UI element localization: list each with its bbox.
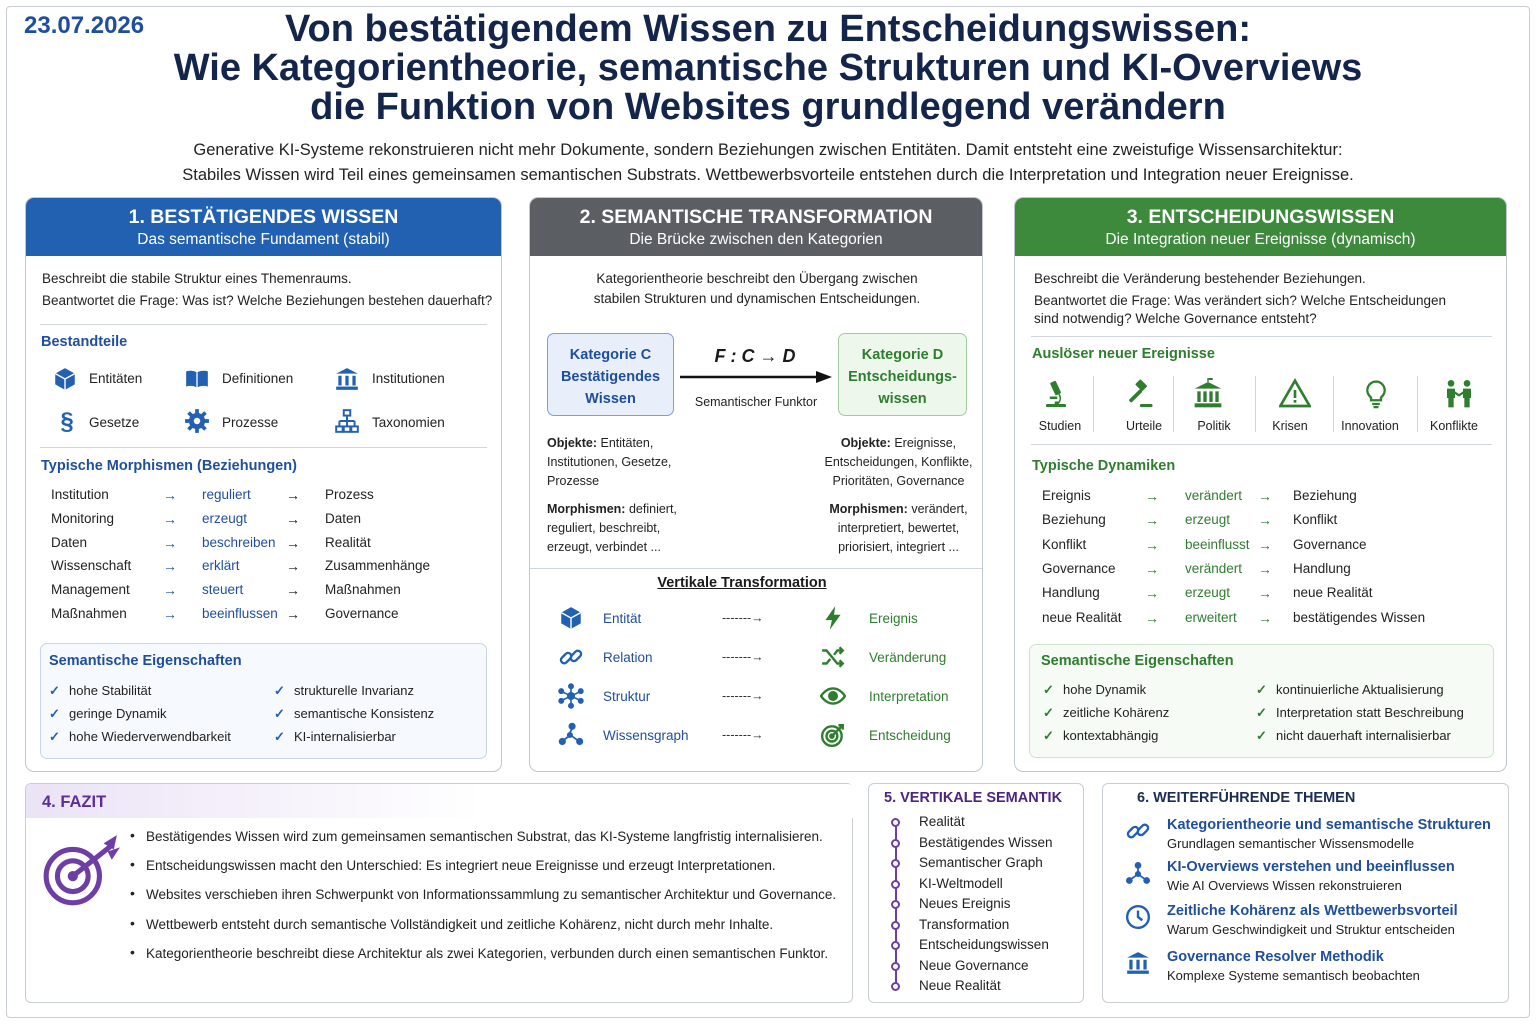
morphism-target: Daten [325, 510, 362, 526]
trigger-label: Politik [1197, 419, 1231, 433]
timeline-item: Bestätigendes Wissen [919, 834, 1053, 850]
morphism-target: Realität [325, 534, 371, 550]
col3-desc-1: Beschreibt die Veränderung bestehender Beziehungen. [1034, 271, 1366, 286]
eye-icon [820, 683, 846, 709]
arrow-icon: → [1258, 536, 1272, 553]
dashed-arrow: -------→ [722, 689, 764, 703]
dynamic-relation: verändert [1185, 488, 1243, 503]
cube-icon [52, 366, 78, 392]
property-label: hohe Wiederverwendbarkeit [69, 729, 231, 744]
category-c-box [547, 333, 674, 416]
page-title [0, 10, 1536, 127]
objects-text: Prioritäten, Governance [832, 474, 965, 488]
morphism-source: Management [51, 582, 130, 598]
col3-props-title: Semantische Eigenschaften [1041, 653, 1234, 669]
category-d-box [838, 333, 967, 416]
check-icon: ✓ [49, 706, 60, 721]
check-icon: ✓ [49, 729, 60, 744]
check-icon: ✓ [49, 683, 60, 698]
transformation-target: Entscheidung [869, 728, 951, 743]
check-icon: ✓ [1256, 705, 1267, 720]
fazit-bullet: Bestätigendes Wissen wird zum gemeinsamen semantischen Substrat, das KI-Systeme langfristig internalisieren. [146, 829, 823, 844]
col3-triggers-title: Auslöser neuer Ereignisse [1032, 346, 1215, 362]
transformation-source: Relation [603, 650, 653, 665]
graph-icon [1125, 861, 1151, 887]
topic-subtitle: Wie AI Overviews Wissen rekonstruieren [1167, 878, 1402, 893]
col1-title: 1. BESTÄTIGENDES WISSEN [128, 206, 399, 228]
arrow-icon: → [1145, 512, 1159, 529]
gavel-icon [1125, 378, 1155, 410]
morphism-source: Maßnahmen [51, 606, 127, 621]
col2-header [530, 198, 982, 256]
microscope-icon [1041, 378, 1071, 410]
arrow-icon: → [1145, 536, 1159, 553]
col1-desc-1: Beschreibt die stabile Struktur eines Themenraums. [42, 271, 352, 286]
divider [1093, 376, 1094, 432]
fazit-title: 4. FAZIT [42, 793, 107, 811]
objects-label: Objekte: [547, 436, 598, 450]
col1-properties-box [40, 643, 487, 759]
dynamic-source: Governance [1042, 560, 1116, 576]
property-label: kontextabhängig [1063, 728, 1159, 743]
arrow-icon: → [1145, 609, 1159, 626]
col3-dynamics-title: Typische Dynamiken [1032, 458, 1176, 474]
fazit-bullet: Entscheidungswissen macht den Unterschied: Es integriert neue Ereignisse und erzeugt Interpretationen. [146, 858, 776, 874]
institution-icon [334, 366, 360, 392]
morphism-target: Prozess [325, 487, 374, 502]
check-icon: ✓ [1256, 682, 1267, 697]
property-label: KI-internalisierbar [294, 729, 396, 744]
trigger-label: Studien [1038, 419, 1082, 433]
morphism-target: Maßnahmen [325, 582, 401, 598]
dynamic-relation: erweitert [1185, 609, 1237, 625]
property-label: kontinuierliche Aktualisierung [1276, 682, 1444, 697]
timeline-dot [891, 900, 900, 909]
warning-icon [1279, 378, 1311, 410]
category-c-objects [547, 434, 671, 491]
col1-parts-title: Bestandteile [41, 334, 128, 350]
topic-subtitle: Komplexe Systeme semantisch beobachten [1167, 968, 1420, 983]
functor-arrow [680, 370, 832, 382]
vertical-transformation-title: Vertikale Transformation [657, 575, 827, 591]
morphism-source: Institution [51, 487, 109, 502]
dynamic-target: neue Realität [1293, 585, 1373, 601]
timeline-item: Transformation [919, 916, 1010, 932]
property-label: hohe Dynamik [1063, 682, 1147, 697]
objects-label: Objekte: [840, 436, 891, 450]
timeline-dot [891, 941, 900, 950]
objects-text: Ereignisse, [890, 436, 957, 450]
divider [1031, 336, 1492, 337]
fazit-bullet: Kategorientheorie beschreibt diese Architektur als zwei Kategorien, verbunden durch einen semantischen Funktor. [146, 945, 829, 961]
column-decision-knowledge [1014, 197, 1507, 772]
property-label: hohe Stabilität [69, 683, 152, 698]
divider [1417, 376, 1418, 432]
morphism-relation: erklärt [202, 558, 240, 574]
further-topics-panel [1102, 783, 1509, 1003]
col1-header [26, 198, 501, 256]
property-label: nicht dauerhaft internalisierbar [1276, 728, 1451, 743]
title-line-3: die Funktion von Websites grundlegend verändern [310, 86, 1226, 128]
divider [40, 447, 487, 448]
part-label: Entitäten [89, 371, 143, 386]
transformation-target: Interpretation [869, 689, 949, 704]
property-label: semantische Konsistenz [294, 706, 435, 721]
morphism-target: Governance [325, 606, 399, 621]
morphisms-text: erzeugt, verbindet ... [547, 540, 661, 554]
arrow-icon: → [1258, 488, 1272, 504]
fazit-header-bg [26, 784, 854, 818]
functor-label: Semantischer Funktor [694, 395, 818, 409]
column-confirming-knowledge [25, 197, 502, 772]
date-label: 23.07.2026 [24, 12, 145, 39]
further-topics-title: 6. WEITERFÜHRENDE THEMEN [1137, 790, 1356, 806]
timeline-item: Neues Ereignis [919, 896, 1011, 911]
dynamic-relation: erzeugt [1185, 512, 1231, 528]
link-icon [1125, 818, 1151, 844]
check-icon: ✓ [274, 729, 285, 744]
link-icon [558, 644, 584, 670]
title-line-2: Wie Kategorientheorie, semantische Strukturen und KI-Overviews [173, 47, 1363, 89]
divider [40, 324, 487, 325]
arrow-icon: → [163, 606, 177, 622]
timeline-dot [891, 962, 900, 971]
check-icon: ✓ [274, 706, 285, 721]
taxonomy-icon [334, 408, 360, 434]
target-arrow-icon [40, 835, 122, 907]
dynamic-target: Handlung [1293, 560, 1351, 576]
fazit-bullet: Wettbewerb entsteht durch semantische Vollständigkeit und zeitliche Kohärenz, nicht durch mehr Inhalte. [146, 916, 774, 932]
dynamic-target: Governance [1293, 536, 1367, 552]
morphism-relation: reguliert [202, 487, 251, 502]
trigger-label: Konflikte [1430, 419, 1478, 433]
vertical-semantics-panel [868, 783, 1084, 1003]
intro-text [40, 138, 1496, 188]
dynamic-relation: erzeugt [1185, 585, 1231, 601]
topic-subtitle: Grundlagen semantischer Wissensmodelle [1167, 836, 1415, 851]
timeline-item: Neue Realität [919, 978, 1001, 993]
intro-line-1: Generative KI-Systeme rekonstruieren nicht mehr Dokumente, sondern Beziehungen zwischen Entitäten. Damit entsteht eine zweistufige Wissensarchitektur: [193, 141, 1343, 159]
arrow-icon: → [286, 582, 300, 599]
dynamic-source: Ereignis [1042, 488, 1091, 503]
arrow-icon: → [286, 606, 300, 622]
bullet-icon: • [130, 827, 135, 843]
arrow-icon: → [163, 558, 177, 575]
arrow-icon: → [1258, 609, 1272, 626]
topic-link[interactable]: Kategorientheorie und semantische Strukturen [1167, 817, 1491, 833]
gear-icon [184, 408, 210, 434]
institution-icon [1125, 950, 1151, 976]
category-d-morphisms [816, 500, 981, 557]
arrow-icon: → [1145, 560, 1159, 577]
transformation-target: Ereignis [869, 611, 918, 626]
part-label: Institutionen [372, 371, 445, 386]
arrow-icon: → [286, 534, 300, 551]
part-label: Gesetze [89, 415, 140, 430]
col1-desc-2: Beantwortet die Frage: Was ist? Welche Beziehungen bestehen dauerhaft? [42, 293, 493, 308]
property-label: geringe Dynamik [69, 706, 167, 721]
col3-subtitle: Die Integration neuer Ereignisse (dynamisch) [1105, 231, 1416, 248]
morphism-source: Monitoring [51, 510, 115, 526]
morphisms-text: definiert, [625, 502, 677, 516]
col2-desc-1: Kategorientheorie beschreibt den Übergang zwischen [596, 271, 918, 286]
cube-icon [558, 605, 584, 631]
trigger-label: Krisen [1272, 419, 1308, 433]
trigger-label: Innovation [1341, 419, 1399, 433]
timeline-item: Neue Governance [919, 957, 1029, 973]
arrow-icon: → [163, 487, 177, 503]
timeline-item: Realität [919, 814, 965, 829]
check-icon: ✓ [1043, 728, 1054, 743]
clock-icon [1125, 904, 1151, 930]
col3-desc-3: sind notwendig? Welche Governance entsteht? [1034, 311, 1317, 326]
divider [1173, 376, 1174, 432]
arrow-icon: → [163, 534, 177, 551]
category-d-line: Entscheidungs- [848, 369, 957, 385]
morphisms-text: reguliert, beschreibt, [547, 521, 661, 535]
category-c-line: Wissen [585, 391, 636, 407]
dynamic-source: Handlung [1042, 585, 1100, 601]
check-icon: ✓ [274, 683, 285, 698]
dynamic-source: Beziehung [1042, 512, 1106, 528]
arrow-icon: → [163, 510, 177, 527]
check-icon: ✓ [1256, 728, 1267, 743]
dynamic-source: Konflikt [1042, 536, 1087, 552]
objects-text: Prozesse [547, 474, 600, 488]
part-label: Taxonomien [372, 415, 445, 430]
property-label: zeitliche Kohärenz [1063, 705, 1170, 720]
category-d-line: wissen [878, 391, 927, 407]
timeline-dot [891, 839, 900, 848]
dynamic-relation: beeinflusst [1185, 536, 1250, 552]
col1-props-title: Semantische Eigenschaften [49, 653, 242, 669]
lightning-icon [820, 605, 846, 631]
intro-line-2: Stabiles Wissen wird Teil eines gemeinsamen semantischen Substrats. Wettbewerbsvorteile entstehen durch die Interpretation und Integration neuer Ereignisse. [182, 166, 1354, 184]
objects-text: Entscheidungen, Konflikte, [824, 455, 973, 469]
morphism-relation: steuert [202, 582, 244, 598]
shuffle-icon [820, 644, 846, 670]
government-building-icon [1192, 378, 1224, 410]
target-icon [820, 722, 846, 748]
bullet-icon: • [130, 885, 135, 902]
morphisms-text: interpretiert, bewertet, [837, 521, 960, 535]
timeline-item: KI-Weltmodell [919, 875, 1003, 891]
timeline-dot [891, 982, 900, 991]
timeline-dot [891, 859, 900, 868]
lightbulb-icon [1361, 378, 1391, 410]
timeline-dot [891, 880, 900, 889]
dynamic-target: Beziehung [1293, 488, 1357, 503]
category-c-line: Kategorie C [569, 347, 652, 363]
col1-morph-title: Typische Morphismen (Beziehungen) [41, 458, 297, 474]
category-c-morphisms [547, 500, 677, 557]
morphism-relation: beschreiben [202, 534, 276, 550]
topic-link[interactable]: KI-Overviews verstehen und beeinflussen [1167, 859, 1455, 875]
dynamic-target: bestätigendes Wissen [1293, 609, 1426, 625]
arrow-icon: → [163, 582, 177, 599]
timeline-dot [891, 818, 900, 827]
col1-subtitle: Das semantische Fundament (stabil) [137, 231, 390, 248]
morphism-source: Daten [51, 534, 88, 550]
morphism-target: Zusammenhänge [325, 558, 431, 574]
vertical-semantics-title: 5. VERTIKALE SEMANTIK [884, 790, 1063, 806]
topic-subtitle: Warum Geschwindigkeit und Struktur entscheiden [1167, 922, 1455, 937]
category-d-line: Kategorie D [861, 347, 944, 363]
check-icon: ✓ [1043, 705, 1054, 720]
divider [1333, 376, 1334, 432]
timeline-item: Semantischer Graph [919, 855, 1043, 870]
divider [1255, 376, 1256, 432]
check-icon: ✓ [1043, 682, 1054, 697]
dashed-arrow: -------→ [722, 728, 764, 742]
dynamic-source: neue Realität [1042, 609, 1122, 625]
people-conflict-icon [1443, 378, 1475, 410]
arrow-icon: → [286, 487, 300, 503]
col3-header [1015, 198, 1506, 256]
objects-text: Entitäten, [597, 436, 654, 450]
bullet-icon: • [130, 914, 135, 931]
morphisms-text: priorisiert, integriert ... [838, 540, 959, 554]
morphism-relation: erzeugt [202, 510, 248, 526]
arrow-icon: → [1258, 512, 1272, 529]
morphisms-label: Morphismen: [829, 502, 908, 516]
graph-icon [558, 722, 584, 748]
topic-link[interactable]: Zeitliche Kohärenz als Wettbewerbsvorteil [1167, 903, 1458, 919]
functor-formula: F : C → D [714, 346, 796, 366]
bullet-icon: • [130, 943, 135, 960]
transformation-source: Wissensgraph [603, 728, 689, 743]
timeline-dot [891, 921, 900, 930]
topic-link[interactable]: Governance Resolver Methodik [1167, 949, 1384, 965]
transformation-source: Entität [603, 611, 642, 626]
col3-desc-2: Beantwortet die Frage: Was verändert sich? Welche Entscheidungen [1034, 293, 1446, 308]
objects-text: Institutionen, Gesetze, [547, 455, 672, 469]
arrow-icon: → [1145, 585, 1159, 602]
arrow-icon: → [286, 510, 300, 527]
fazit-bullet: Websites verschieben ihren Schwerpunkt von Informationssammlung zu semantischer Architektur und Governance. [146, 887, 837, 903]
category-d-objects [816, 434, 981, 491]
title-line-1: Von bestätigendem Wissen zu Entscheidungswissen: [284, 8, 1251, 50]
network-icon [558, 683, 584, 709]
col2-subtitle: Die Brücke zwischen den Kategorien [629, 231, 883, 248]
transformation-source: Struktur [603, 689, 651, 704]
book-icon [184, 366, 210, 392]
arrow-icon: → [1258, 560, 1272, 577]
category-c-line: Bestätigendes [560, 369, 661, 385]
dashed-arrow: -------→ [722, 611, 764, 625]
col3-properties-box [1029, 644, 1494, 758]
timeline-item: Entscheidungswissen [919, 937, 1049, 952]
transformation-target: Veränderung [869, 650, 947, 665]
bullet-icon: • [130, 856, 135, 873]
col2-title: 2. SEMANTISCHE TRANSFORMATION [579, 206, 933, 228]
dashed-arrow: -------→ [722, 650, 764, 664]
morphism-relation: beeinflussen [202, 606, 278, 621]
morphism-source: Wissenschaft [51, 558, 132, 574]
property-label: strukturelle Invarianz [294, 683, 414, 698]
part-label: Prozesse [222, 415, 279, 430]
arrow-icon: → [1258, 585, 1272, 602]
trigger-label: Urteile [1125, 419, 1163, 433]
dynamic-target: Konflikt [1293, 512, 1338, 528]
fazit-panel [25, 783, 853, 1003]
dynamic-relation: verändert [1185, 560, 1243, 576]
divider [1031, 444, 1492, 445]
part-label: Definitionen [222, 371, 294, 386]
paragraph-icon: § [60, 408, 74, 435]
morphisms-label: Morphismen: [547, 502, 626, 516]
morphisms-text: verändert, [907, 502, 968, 516]
arrow-icon: → [286, 558, 300, 575]
col2-desc-2: stabilen Strukturen und dynamischen Entscheidungen. [593, 291, 921, 306]
col3-title: 3. ENTSCHEIDUNGSWISSEN [1126, 206, 1395, 228]
divider [530, 568, 983, 569]
column-semantic-transformation [529, 197, 983, 772]
property-label: Interpretation statt Beschreibung [1276, 705, 1464, 720]
arrow-icon: → [1145, 488, 1159, 504]
